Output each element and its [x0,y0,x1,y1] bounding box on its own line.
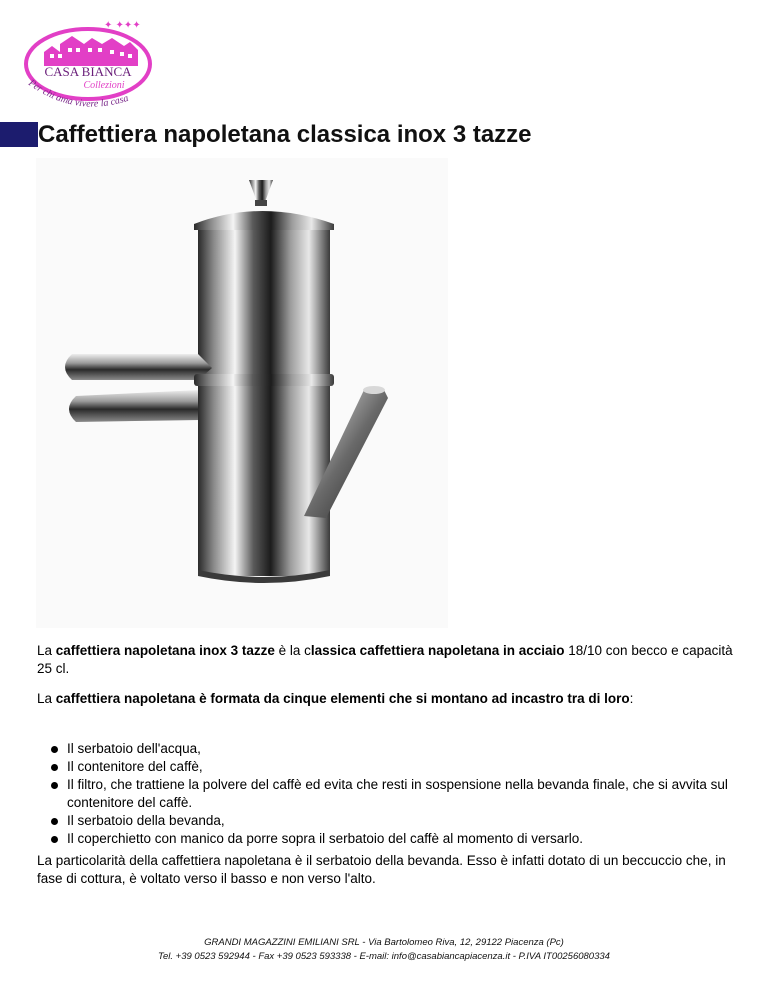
structure-text-2: : [629,691,634,706]
list-item: Il coperchietto con manico da porre sopra il serbatoio del caffè al momento di versarlo. [37,830,737,848]
list-item: Il contenitore del caffè, [37,758,737,776]
title-bar [0,122,768,147]
coffee-pot-icon [36,158,448,628]
list-item: Il filtro, che trattiene la polvere del caffè ed evita che resti in sospensione nella bevanda finale, che si avvita sul contenitore del caffè. [37,776,737,812]
page-title: Caffettiera napoletana classica inox 3 tazze [38,122,768,147]
conclusion-paragraph: La particolarità della caffettiera napoletana è il serbatoio della bevanda. Esso è infatti dotato di un beccuccio che, in fase di cottura, è voltato verso il basso e non verso l'alto. [37,853,726,886]
brand-logo[interactable] [22,14,162,116]
intro-text-1: La [37,643,56,658]
product-image [36,158,448,628]
intro-text-2: è la c [274,643,311,658]
list-item: Il serbatoio dell'acqua, [37,740,737,758]
structure-text-1: La [37,691,56,706]
intro-paragraph [37,642,737,678]
casa-bianca-logo-icon [22,14,162,116]
brand-name: CASA BIANCA [44,64,132,79]
intro-text-3: 18/10 con becco e capacità 25 cl. [37,643,733,676]
intro-bold-2: lassica caffettiera napoletana in acciaio [310,643,565,658]
footer-address: GRANDI MAGAZZINI EMILIANI SRL - Via Bartolomeo Riva, 12, 29122 Piacenza (Pc) [204,937,564,948]
footer [0,936,768,964]
intro-bold-1: caffettiera napoletana inox 3 tazze [55,643,275,658]
structure-paragraph [37,690,737,708]
structure-bold-1: caffettiera napoletana è formata da cinque elementi che si montano ad incastro tra di loro [55,691,630,706]
list-item: Il serbatoio della bevanda, [37,812,737,830]
brand-motto: Per chi ama vivere la casa [26,77,130,110]
svg-text:✦ ✦✦✦: ✦ ✦✦✦ [104,20,141,31]
brand-sub: Collezioni [83,80,125,91]
footer-contacts: Tel. +39 0523 592944 - Fax +39 0523 593338 - E-mail: info@casabiancapiacenza.it - P.IVA IT00256080334 [158,951,610,962]
components-list [37,740,737,848]
